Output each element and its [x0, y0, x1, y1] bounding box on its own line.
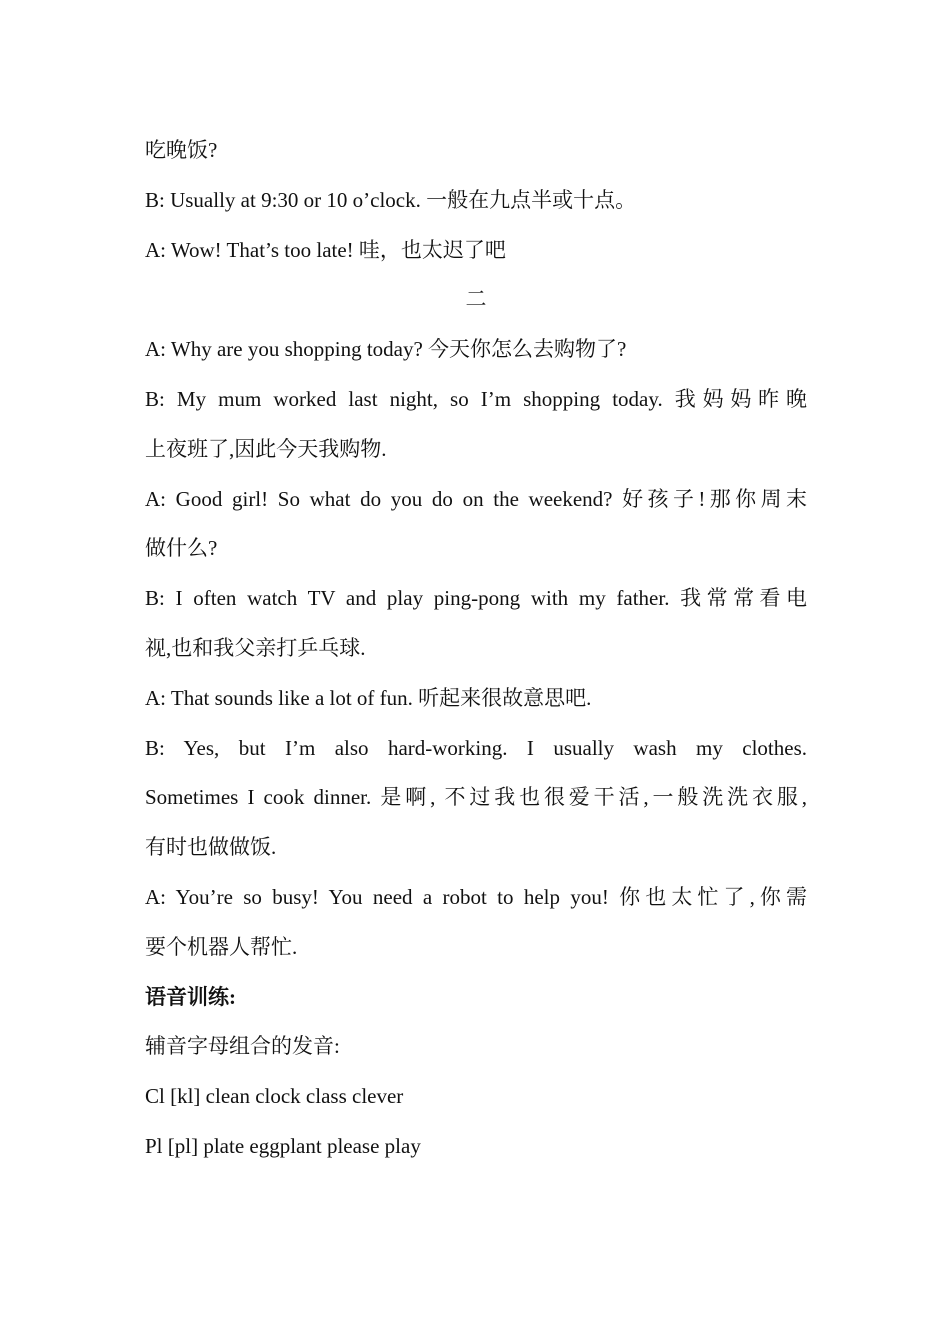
text-line: 辅音字母组合的发音: — [145, 1034, 340, 1059]
text-line: A: Wow! That’s too late! 哇，也太迟了吧 — [145, 237, 506, 262]
text-line: 有时也做做饭. — [145, 835, 277, 860]
text-line: 做什么? — [145, 536, 218, 561]
section-heading: 二 — [465, 287, 487, 312]
section-title: 语音训练: — [145, 984, 236, 1009]
text-line: Pl [pl] plate eggplant please play — [145, 1133, 421, 1158]
text-line: A: Good girl! So what do you do on the weekend? 好孩子!那你周末 — [145, 486, 807, 511]
text-line: A: You’re so busy! You need a robot to help you! 你也太忙了,你需 — [145, 884, 807, 909]
text-line: 视,也和我父亲打乒乓球. — [145, 635, 366, 660]
text-line: Sometimes I cook dinner. 是啊, 不过我也很爱干活,一般洗洗衣服, — [145, 785, 807, 810]
text-line: B: Usually at 9:30 or 10 o’clock. 一般在九点半或十点。 — [145, 187, 637, 212]
text-line: B: I often watch TV and play ping-pong with my father. 我常常看电 — [145, 586, 807, 611]
text-line: B: Yes, but I’m also hard-working. I usually wash my clothes. — [145, 735, 807, 760]
text-line: Cl [kl] clean clock class clever — [145, 1084, 404, 1109]
text-line: A: Why are you shopping today? 今天你怎么去购物了? — [145, 337, 627, 362]
text-line: 上夜班了,因此今天我购物. — [145, 436, 387, 461]
text-line: A: That sounds like a lot of fun. 听起来很故意思吧. — [145, 685, 592, 710]
text-line: 要个机器人帮忙. — [145, 934, 298, 959]
text-line: B: My mum worked last night, so I’m shopping today. 我妈妈昨晚 — [145, 386, 807, 411]
text-line: 吃晚饭? — [145, 138, 218, 162]
document-body — [145, 126, 807, 1172]
